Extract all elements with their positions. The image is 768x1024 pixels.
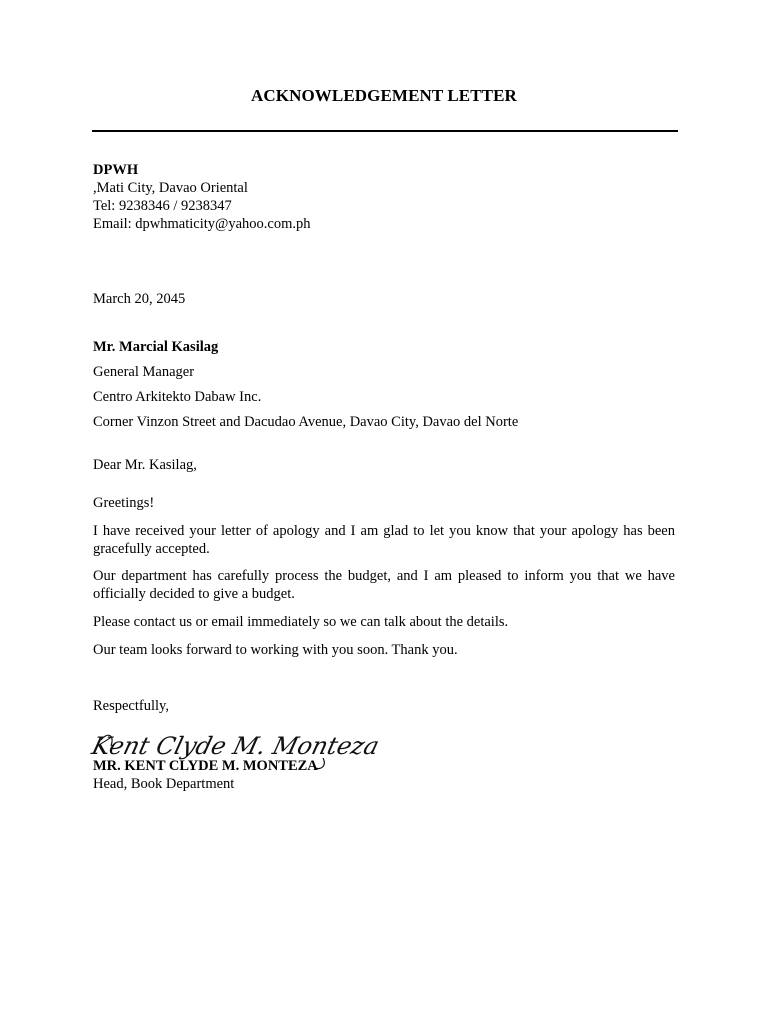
signer-title: Head, Book Department	[93, 776, 235, 792]
sender-tel: Tel: 9238346 / 9238347	[93, 198, 232, 214]
closing: Respectfully,	[93, 698, 169, 714]
recipient-position: General Manager	[93, 364, 195, 380]
title-divider	[92, 130, 678, 132]
body-paragraph-4: Our team looks forward to working with you soon. Thank you.	[93, 642, 458, 658]
recipient-company: Centro Arkitekto Dabaw Inc.	[93, 389, 262, 405]
signature-script: Kent Clyde M. Monteza	[89, 731, 383, 760]
salutation: Dear Mr. Kasilag,	[93, 457, 197, 473]
letter-title: ACKNOWLEDGEMENT LETTER	[251, 86, 517, 105]
body-paragraph-2: Our department has carefully process the budget, and I am pleased to inform you that we have officially decided to give a budget.	[93, 568, 675, 602]
recipient-address: Corner Vinzon Street and Dacudao Avenue, Davao City, Davao del Norte	[93, 414, 519, 430]
body-paragraph-1: I have received your letter of apology and I am glad to let you know that your apology has been gracefully accepted.	[93, 523, 675, 557]
signer-name: MR. KENT CLYDE M. MONTEZA	[93, 758, 318, 774]
sender-email: Email: dpwhmaticity@yahoo.com.ph	[93, 216, 311, 232]
sender-name: DPWH	[93, 162, 139, 178]
letter-date: March 20, 2045	[93, 291, 186, 307]
recipient-name: Mr. Marcial Kasilag	[93, 339, 219, 355]
sender-address: ,Mati City, Davao Oriental	[93, 180, 248, 196]
greeting: Greetings!	[93, 495, 155, 511]
body-paragraph-3: Please contact us or email immediately so we can talk about the details.	[93, 614, 509, 630]
